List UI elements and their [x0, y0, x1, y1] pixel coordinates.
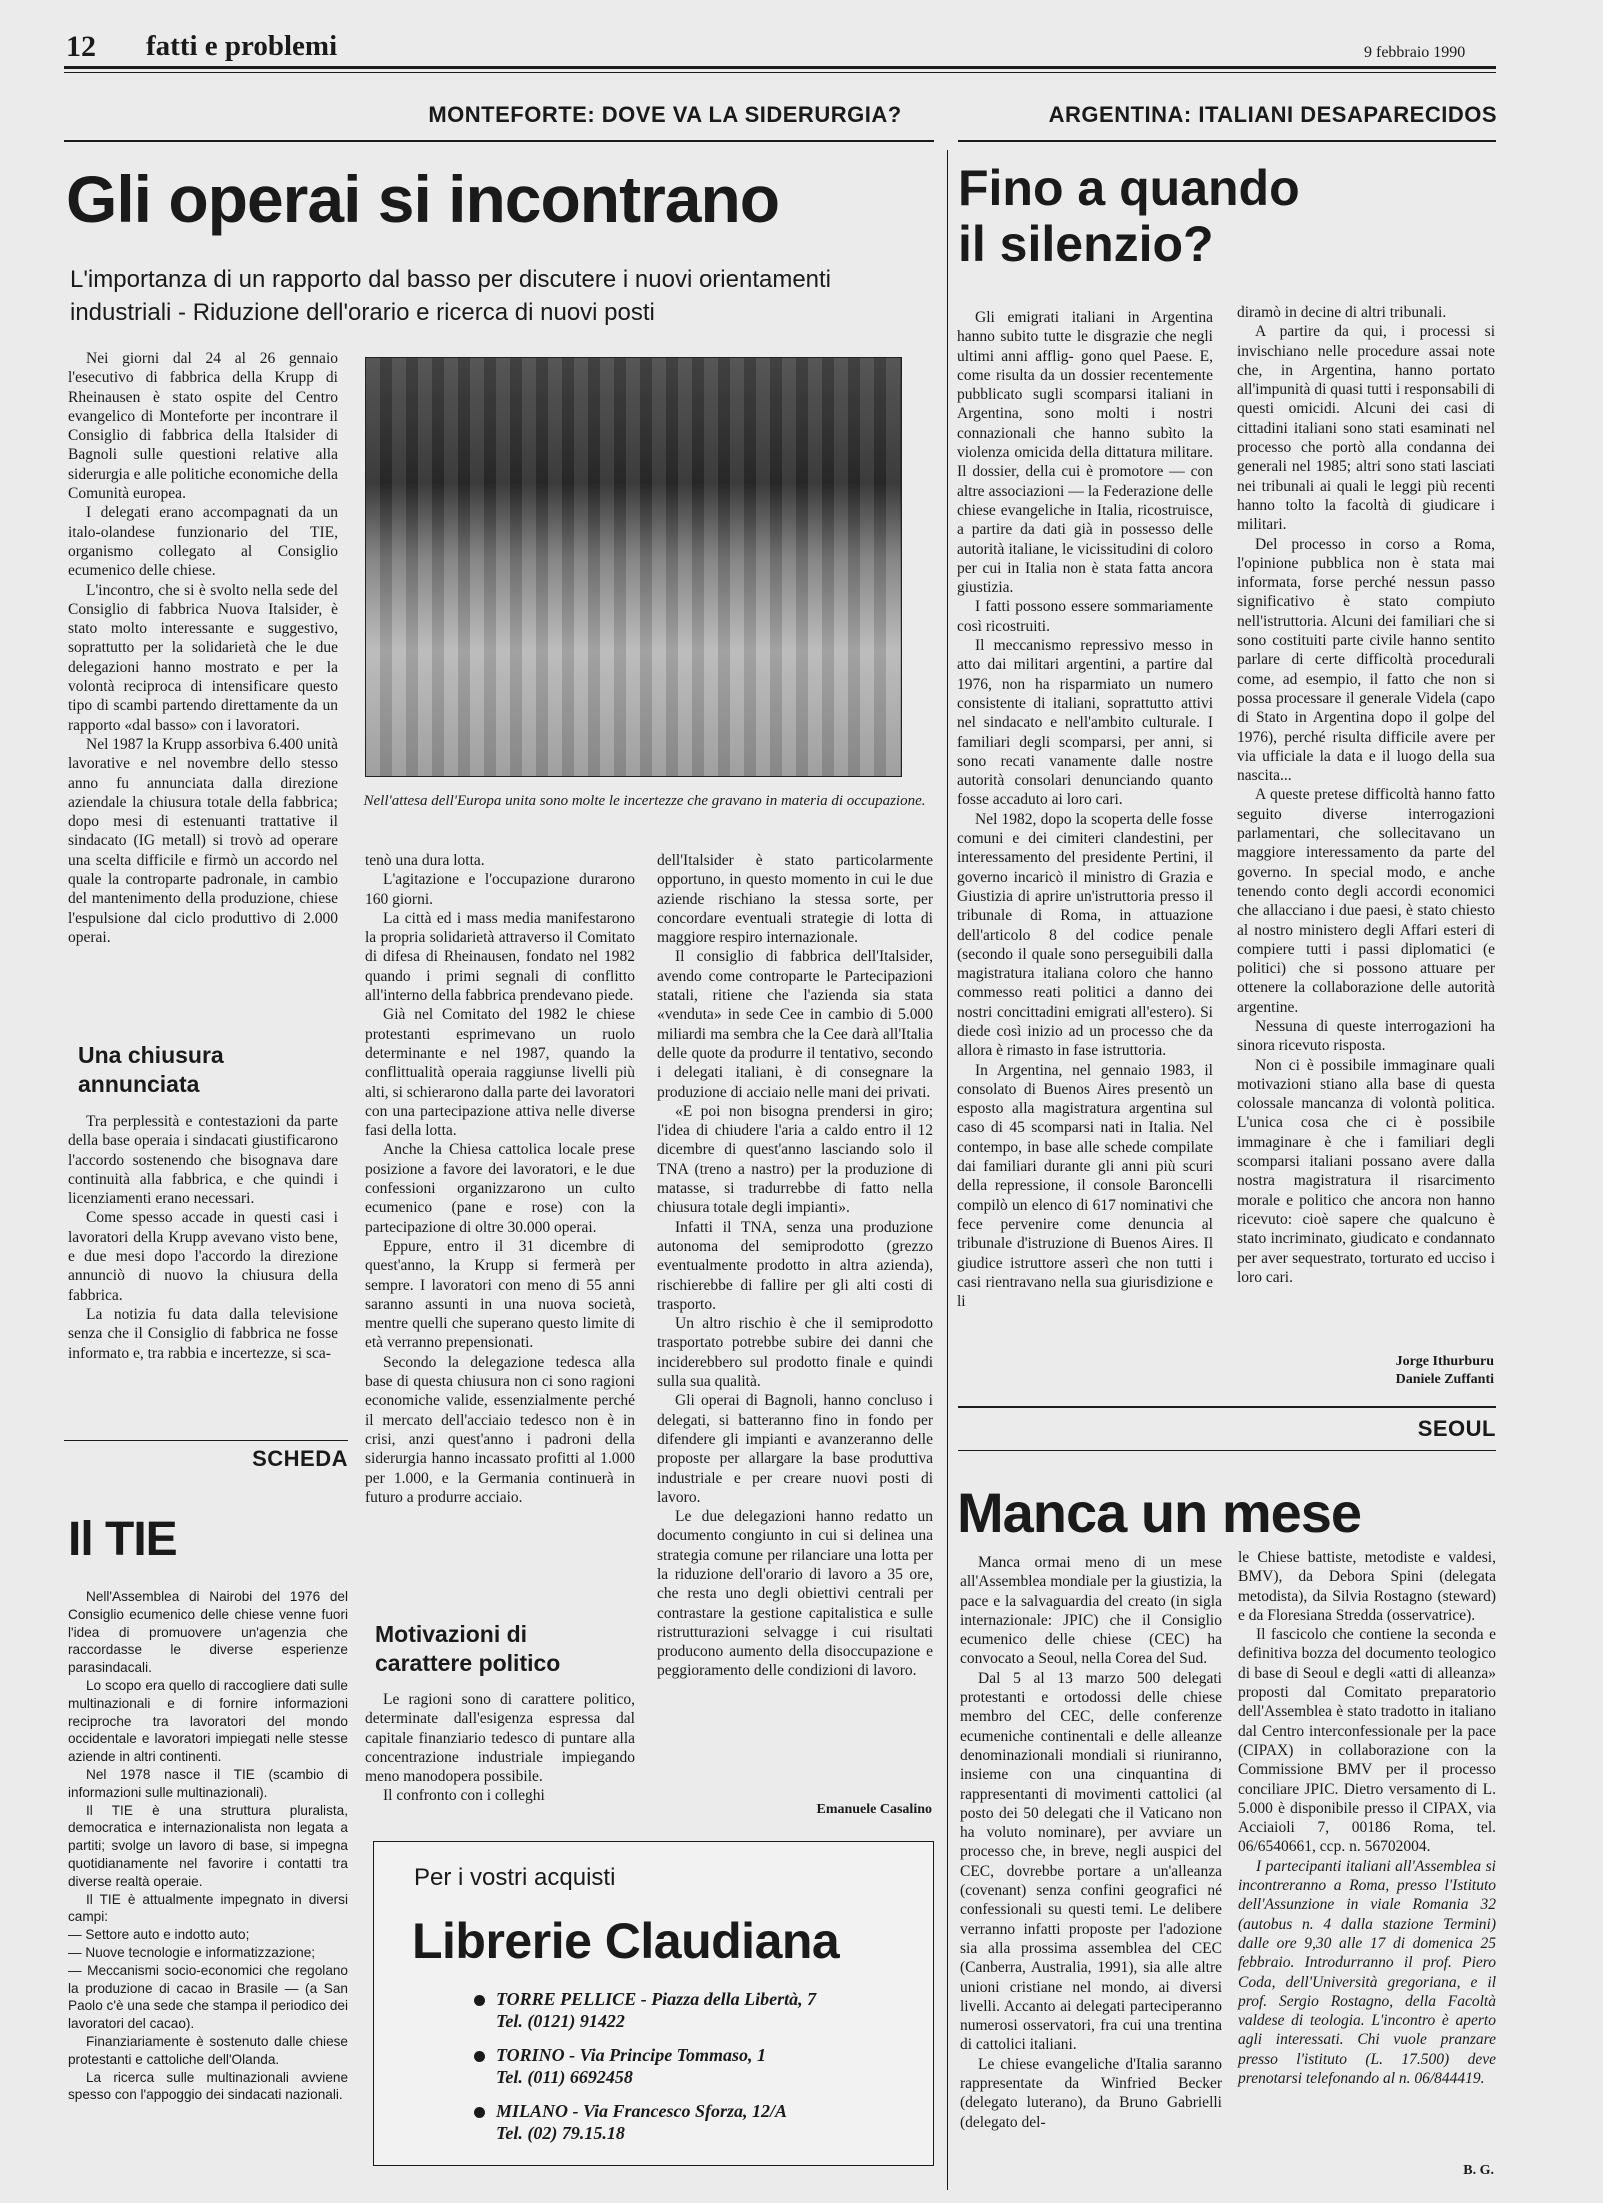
paragraph: I fatti possono essere sommariamente così ricostruiti.: [957, 598, 1213, 635]
store-address: TORINO - Via Principe Tommaso, 1: [496, 2045, 767, 2065]
seoul-kicker: SEOUL: [1417, 1416, 1496, 1441]
signature-zuffanti: Daniele Zuffanti: [1395, 1372, 1494, 1387]
header-rule: [64, 66, 1496, 69]
paragraph: Secondo la delegazione tedesca alla base di questa chiusura non ci sono ragioni economiche valide, essenzialmente perché il mercato dell'acciaio tedesco non è in crisi, anzi quest'anno i padroni della siderurgia hanno incassato profitti al 1.000 per 1.000, e la Germania continuerà in futuro a produrre acciaio.: [365, 1353, 635, 1506]
paragraph: I delegati erano accompagnati da un italo-olandese funzionario del TIE, organismo collegato al Consiglio ecumenico delle chiese.: [68, 504, 338, 580]
left-headline: Gli operai si incontrano: [66, 162, 780, 236]
paragraph: In Argentina, nel gennaio 1983, il consolato di Buenos Aires presentò un esposto alla magistratura argentina sul caso di 45 scomparsi nati in Italia. Nel contempo, in base alle schede compilate dai familiari durante gli anni più scuri della repressione, il console Baroncelli compilò un elenco di 617 nominativi che fece pervenire come denuncia al tribunale d'istruzione di Buenos Aires. Il giudice istruttore asserì che non tutti i casi rientravano nella sua giurisdizione e li: [957, 1061, 1213, 1311]
seoul-col1: [960, 1553, 1222, 2132]
scheda-rule: [64, 1440, 348, 1441]
bullet-icon: [474, 1995, 485, 2006]
paragraph: Tra perplessità e contestazioni da parte della base operaia i sindacati giustificarono l'accordo sostenendo che bisognava dare continuità alla fabbrica, e che quindi i licenziamenti erano necessari.: [68, 1113, 338, 1208]
paragraph: Nessuna di queste interrogazioni ha sinora ricevuto risposta.: [1237, 1017, 1495, 1055]
header-rule-thin: [64, 72, 1496, 73]
left-col2b: [365, 1690, 635, 1806]
paragraph: La ricerca sulle multinazionali avviene spesso con l'appoggio dei sindacati nazionali.: [68, 2069, 348, 2103]
scheda-kicker: SCHEDA: [252, 1446, 348, 1471]
paragraph: L'agitazione e l'occupazione durarono 160 giorni.: [365, 871, 635, 908]
paragraph: Finanziariamente è sostenuto dalle chiese protestanti e cattoliche dell'Olanda.: [68, 2033, 348, 2067]
paragraph: L'incontro, che si è svolto nella sede del Consiglio di fabbrica Nuova Italsider, è stato molto interessante e suggestivo, soprattutto per la solidarietà che le due delegazioni hanno mostrato e per la volontà reciproca di intensificare questo tipo di scambi partendo direttamente da un rapporto «dal basso» con i lavoratori.: [68, 581, 338, 734]
paragraph: La città ed i mass media manifestarono la propria solidarietà attraverso il Comitato di difesa di Rheinausen, fondato nel 1982 quando i primi segnali di conflitto all'interno della fabbrica prendevano piede.: [365, 909, 635, 1005]
right-kicker-rule: [958, 140, 1496, 142]
page-number: 12: [66, 30, 96, 63]
right-kicker: ARGENTINA: ITALIANI DESAPARECIDOS: [1048, 102, 1497, 127]
right-col2: [1237, 303, 1495, 1287]
paragraph: «E poi non bisogna prendersi in giro; l'idea di chiudere l'aria a caldo entro il 12 dicembre di quest'anno lasciando solo il TNA (treno a nastro) per la produzione di matasse, si tradurrebbe di fatto nella chiusura totale degli impianti».: [657, 1102, 933, 1217]
paragraph: Eppure, entro il 31 dicembre di quest'anno, la Krupp si fermerà per sempre. I lavoratori con meno di 55 anni saranno assunti in una nuova società, mentre quelli che superano questo limite di età verranno prepensionati.: [365, 1237, 635, 1352]
left-col1b: [68, 1112, 338, 1363]
paragraph: Gli emigrati italiani in Argentina hanno subito tutte le disgrazie che negli ultimi anni afflig- gono quel Paese. E, come risulta da un dossier recentemente pubblicato sugli scomparsi italiani in Argentina, sono molti i nostri connazionali che hanno subìto la violenza omicida della dittatura militare. Il dossier, della cui è promotore — con altre associazioni — la Federazione delle chiese evangeliche in Italia, ricostruisce, a partire da dati già in possesso delle autorità italiane, le vicissitudini di coloro per cui in Italia non è stata fatta ancora giustizia.: [957, 309, 1213, 597]
store-torre-pellice: [496, 1988, 916, 2032]
left-kicker: MONTEFORTE: DOVE VA LA SIDERURGIA?: [428, 102, 902, 127]
paragraph: La notizia fu data dalla televisione senza che il Consiglio di fabbrica ne fosse informato e, tra rabbia e incertezze, si sca-: [68, 1305, 338, 1362]
paragraph: A queste pretese difficoltà hanno fatto seguito diverse interrogazioni parlamentari, che sollecitavano un maggiore interessamento da parte del governo. In special modo, e anche tenendo conto degli accordi economici che allacciano i due paesi, è stato chiesto al nostro ministero degli Affari esteri di compiere tutti i passi diplomatici (e politici) che si possono attuare per ottenere la collaborazione delle autorità argentine.: [1237, 786, 1495, 1016]
seoul-rule-thin: [958, 1450, 1496, 1451]
column-divider: [947, 150, 948, 2190]
seoul-rule: [958, 1406, 1496, 1408]
store-address: MILANO - Via Francesco Sforza, 12/A: [496, 2101, 788, 2121]
paragraph: tenò una dura lotta.: [365, 852, 485, 869]
paragraph: Un altro rischio è che il semiprodotto trasportato potrebbe subire dei danni che inciderebbero sul prodotto finale e quindi sulla sua qualità.: [657, 1315, 933, 1391]
store-torino: [496, 2044, 916, 2088]
paragraph: Non ci è possibile immaginare quali motivazioni stiano alla base di questa colossale mancanza di volontà politica. L'unica cosa che ci è possibile immaginare è che i familiari degli scomparsi italiani possano avere dalla nostra magistratura il risarcimento morale e politico che ancora non hanno ricevuto: cioè sapere che qualcuno è stato incriminato, giudicato e condannato per aver sequestrato, torturato ed ucciso i loro cari.: [1237, 1056, 1495, 1286]
section-title: fatti e problemi: [146, 30, 338, 62]
store-phone: Tel. (0121) 91422: [496, 2011, 625, 2031]
paragraph: Nel 1978 nasce il TIE (scambio di informazioni sulle multinazionali).: [68, 1766, 348, 1800]
bullet-icon: [474, 2107, 485, 2118]
paragraph: A partire da qui, i processi si invischiano nelle procedure assai note che, in Argentina, hanno portato all'impunità di quasi tutti i responsabili di questi omicidi. Alcuni dei casi di cittadini italiani sono stati esaminati nel processo che portò alla condanna dei generali nel 1985; altri sono stati lasciati nei tribunali ai quali le leggi più recenti hanno tolto la facoltà di giudicare i militari.: [1237, 323, 1495, 534]
paragraph: le Chiese battiste, metodiste e valdesi, BMV), da Debora Spini (delegata metodista), da Silvia Rostagno (steward) e da Floresiana Stredda (osservatrice).: [1238, 1549, 1496, 1624]
seoul-headline: Manca un mese: [957, 1481, 1362, 1544]
paragraph: Anche la Chiesa cattolica locale prese posizione a favore dei lavoratori, e le due confessioni organizzarono un culto ecumenico (pane e rose) con la partecipazione di oltre 30.000 operai.: [365, 1141, 635, 1236]
workers-photo: [365, 357, 902, 777]
store-phone: Tel. (02) 79.15.18: [496, 2123, 625, 2143]
store-address: TORRE PELLICE - Piazza della Libertà, 7: [496, 1989, 817, 2009]
list-item: — Meccanismi socio-economici che regolano la produzione di cacao in Brasile — (a San Paolo c'è una sede che stampa il periodico dei lavoratori del cacao).: [68, 1962, 348, 2032]
paragraph: Nel 1982, dopo la scoperta delle fosse comuni e dei cimiteri clandestini, per interessamento del presidente Pertini, il governo incaricò il ministro di Grazia e Giustizia di aprire un'istruttoria presso il tribunale di Roma, in attuazione dell'articolo 8 del codice penale (secondo il quale sono perseguibili dalla magistratura italiana coloro che hanno commesso reati politici a danno dei nostri concittadini emigrati all'estero). Si diede così inizio ad un processo che da allora è rimasto in fase istruttoria.: [957, 810, 1213, 1060]
photo-caption: Nell'attesa dell'Europa unita sono molte le incertezze che gravano in materia di occupazione.: [363, 793, 926, 809]
scheda-body: [68, 1588, 348, 2104]
right-col1: [957, 308, 1213, 1311]
paragraph: Il consiglio di fabbrica dell'Italsider, avendo come controparte le Partecipazioni statali, ritiene che l'azienda sia stata «venduta» in sede Cee in cambio di 5.000 miliardi ma sembra che la Cee darà all'Italia delle quote da produrre il tentativo, secondo i delegati italiani, è di consegnare la produzione di acciaio nelle mani dei privati.: [657, 948, 933, 1101]
issue-date: 9 febbraio 1990: [1364, 44, 1466, 61]
paragraph: Nei giorni dal 24 al 26 gennaio l'esecutivo di fabbrica della Krupp di Rheinausen è stato ospite del Centro evangelico di Monteforte per incontrare il Consiglio di fabbrica della Italsider di Bagnoli sulle questioni relative alla siderurgia e alle politiche economiche della Comunità europea.: [68, 350, 338, 503]
paragraph: Le chiese evangeliche d'Italia saranno rappresentate da Winfried Becker (delegato luterano), da Bruno Gabrielli (delegato del-: [960, 2055, 1222, 2131]
paragraph: Il fascicolo che contiene la seconda e definitiva bozza del documento teologico di base di Seoul e degli «atti di alleanza» proposti dal Comitato preparatorio dell'Assemblea è stato tradotto in italiano dal Centro interconfessionale per la pace (CIPAX) in collaborazione con la Commissione BMV per il processo conciliare JPIC. Dietro versamento di L. 5.000 è disponibile presso il CIPAX, via Acciaioli 7, 00186 Roma, tel. 06/6540661, ccp. n. 56702004.: [1238, 1626, 1496, 1856]
store-milano: [496, 2100, 916, 2144]
signature-ithurburu: Jorge Ithurburu: [1395, 1354, 1494, 1369]
left-col2: [365, 851, 635, 1507]
paragraph: Nell'Assemblea di Nairobi del 1976 del Consiglio ecumenico delle chiese venne fuori l'idea di promuovere un'agenzia che raccordasse le diverse esperienze parasindacali.: [68, 1589, 348, 1676]
paragraph: Le ragioni sono di carattere politico, determinate dall'esigenza espressa dal capitale finanziario tedesco di puntare alla concentrazione industriale impiegando meno manodopera possibile.: [365, 1691, 635, 1786]
signature-casalino: Emanuele Casalino: [816, 1802, 932, 1817]
paragraph: Nel 1987 la Krupp assorbiva 6.400 unità lavorative e nel novembre dello stesso anno fu annunciata dalla direzione aziendale la chiusura totale della fabbrica; dopo mesi di estenuanti trattative il sindacato (IG metall) si trovò ad operare una scelta difficile e firmò un accordo nel quale la controparte padronale, in cambio del mantenimento della produzione, chiese l'espulsione dal ciclo produttivo di 2.000 operai.: [68, 735, 338, 946]
paragraph: I partecipanti italiani all'Assemblea si incontreranno a Roma, presso l'Istituto dell'Assunzione in viale Romania 32 (autobus n. 4 dalla stazione Termini) dalle ore 9,30 alle 17 di domenica 25 febbraio. Introdurranno il prof. Piero Coda, dell'Università gregoriana, e il prof. Sergio Rostagno, della Facoltà valdese di teologia. L'incontro è aperto agli interessati. Chi vuole pranzare presso l'istituto (L. 17.500) deve prenotarsi telefonando al n. 06/844419.: [1238, 1857, 1496, 2088]
paragraph: Come spesso accade in questi casi i lavoratori della Krupp avevano visto bene, e due mesi dopo l'accordo la direzione annunciò di nuovo la chiusura della fabbrica.: [68, 1209, 338, 1304]
paragraph: Gli operai di Bagnoli, hanno concluso i delegati, si batteranno fino in fondo per difendere gli impianti e avanzeranno delle proposte per allargare la base produttiva industriale e per creare nuovi posti di lavoro.: [657, 1392, 933, 1506]
left-deck: L'importanza di un rapporto dal basso per discutere i nuovi orientamenti industriali - Riduzione dell'orario e ricerca di nuovi posti: [70, 266, 832, 326]
store-phone: Tel. (011) 6692458: [496, 2067, 633, 2087]
subhead-motivazioni: Motivazioni di carattere politico: [375, 1621, 561, 1676]
right-headline: Fino a quando il silenzio?: [958, 160, 1300, 272]
paragraph: diramò in decine di altri tribunali.: [1237, 304, 1447, 321]
scheda-headline: Il TIE: [68, 1513, 177, 1566]
paragraph: Già nel Comitato del 1982 le chiese protestanti esprimevano un ruolo determinante e nel 1987, quando la conflittualità operaia raggiunse livelli più alti, si schierarono dalla parte dei lavoratori con una partecipazione attiva nelle diverse fasi della lotta.: [365, 1006, 635, 1140]
paragraph: Infatti il TNA, senza una produzione autonoma del semiprodotto (grezzo eventualmente prodotto in altra azienda), rischierebbe di fallire per gli alti costi di trasporto.: [657, 1218, 933, 1313]
paragraph: Le due delegazioni hanno redatto un documento congiunto in cui si delinea una strategia comune per rilanciare una lotta per la riduzione dell'orario di lavoro a 35 ore, che resta uno degli obiettivi centrali per contrastare la gestione capitalistica e sulle ristrutturazioni selvagge i cui risultati producono aumento della disoccupazione e peggioramento delle condizioni di lavoro.: [657, 1508, 933, 1680]
paragraph: dell'Italsider è stato particolarmente opportuno, in questo momento in cui le due aziende rischiano la stessa sorte, per concordare eventuali strategie di lotta di maggiore respiro internazionale.: [657, 852, 933, 947]
subhead-chiusura: Una chiusura annunciata: [78, 1042, 224, 1097]
list-item: — Settore auto e indotto auto;: [68, 1927, 250, 1943]
kicker-rule: [64, 140, 934, 142]
paragraph: Manca ormai meno di un mese all'Assemblea mondiale per la giustizia, la pace e la salvaguardia del creato (in sigla internazionale: JPIC) che il Consiglio ecumenico delle chiese (CEC) ha convocato a Seoul, nella Corea del Sud.: [960, 1554, 1222, 1668]
signature-bg: B. G.: [1463, 2163, 1494, 2178]
paragraph: Del processo in corso a Roma, l'opinione pubblica non è stata mai informata, forse perché nessun passo significativo è stato compiuto nell'istruttoria. Alcuni dei familiari che si sono costituiti parte civile hanno sentito parlare di certe difficoltà procedurali come, ad esempio, il fatto che non si possa processare il generale Videla (capo di Stato in Argentina dopo il golpe del 1976), perché risulta difficile avere per via ufficiale la data e il luogo della sua nascita...: [1237, 535, 1495, 785]
paragraph: Il meccanismo repressivo messo in atto dai militari argentini, a partire dal 1976, non ha risparmiato un numero consistente di italiani, soprattutto attivi nel sindacato e nell'ambito culturale. I familiari degli scomparsi, per anni, si sono recati vanamente dalle nostre autorità consolari denunciando quanto fosse accaduto ai loro cari.: [957, 637, 1213, 809]
advert-intro: Per i vostri acquisti: [414, 1864, 616, 1891]
paragraph: Il TIE è attualmente impegnato in diversi campi:: [68, 1891, 348, 1925]
paragraph: Lo scopo era quello di raccogliere dati sulle multinazionali e di fornire informazioni reciproche tra lavoratori del mondo occidentale e lavoratori impiegati nelle stesse aziende in altri continenti.: [68, 1677, 348, 1765]
paragraph: Dal 5 al 13 marzo 500 delegati protestanti e ortodossi delle chiese membro del CEC, delle conferenze ecumeniche continentali e delle alleanze denominazionali mondiali si riuniranno, insieme con una cinquantina di rappresentanti di movimenti cattolici (al posto dei 50 delegati che il Vaticano non ha voluto nominare), per avviare un processo che, in breve, negli auspici del CEC, dovrebbe portare a un'alleanza (covenant) senza confini geografici né confessionali su questi temi. Le delibere verranno infatti proposte per l'adozione sia alla prossima assemblea del CEC (Canberra, Australia, 1991), sia alle altre unioni cristiane nel mondo, ai diversi livelli. Accanto ai delegati parteciperanno numerosi osservatori, fra cui una trentina di cattolici italiani.: [960, 1669, 1222, 2054]
paragraph: Il TIE è una struttura pluralista, democratica e internazionalista non legata a partiti; svolge un lavoro di base, si impegna quotidianamente nel favorire i contatti tra diverse realtà operaie.: [68, 1802, 348, 1889]
advert-box: [373, 1841, 934, 2166]
left-col3: [657, 851, 933, 1681]
advert-name: Librerie Claudiana: [412, 1913, 840, 1969]
list-item: — Nuove tecnologie e informatizzazione;: [68, 1944, 316, 1960]
paragraph: Il confronto con i colleghi: [383, 1787, 545, 1805]
bullet-icon: [474, 2051, 485, 2062]
seoul-col2: [1238, 1548, 1496, 2088]
left-col1: [68, 349, 338, 947]
